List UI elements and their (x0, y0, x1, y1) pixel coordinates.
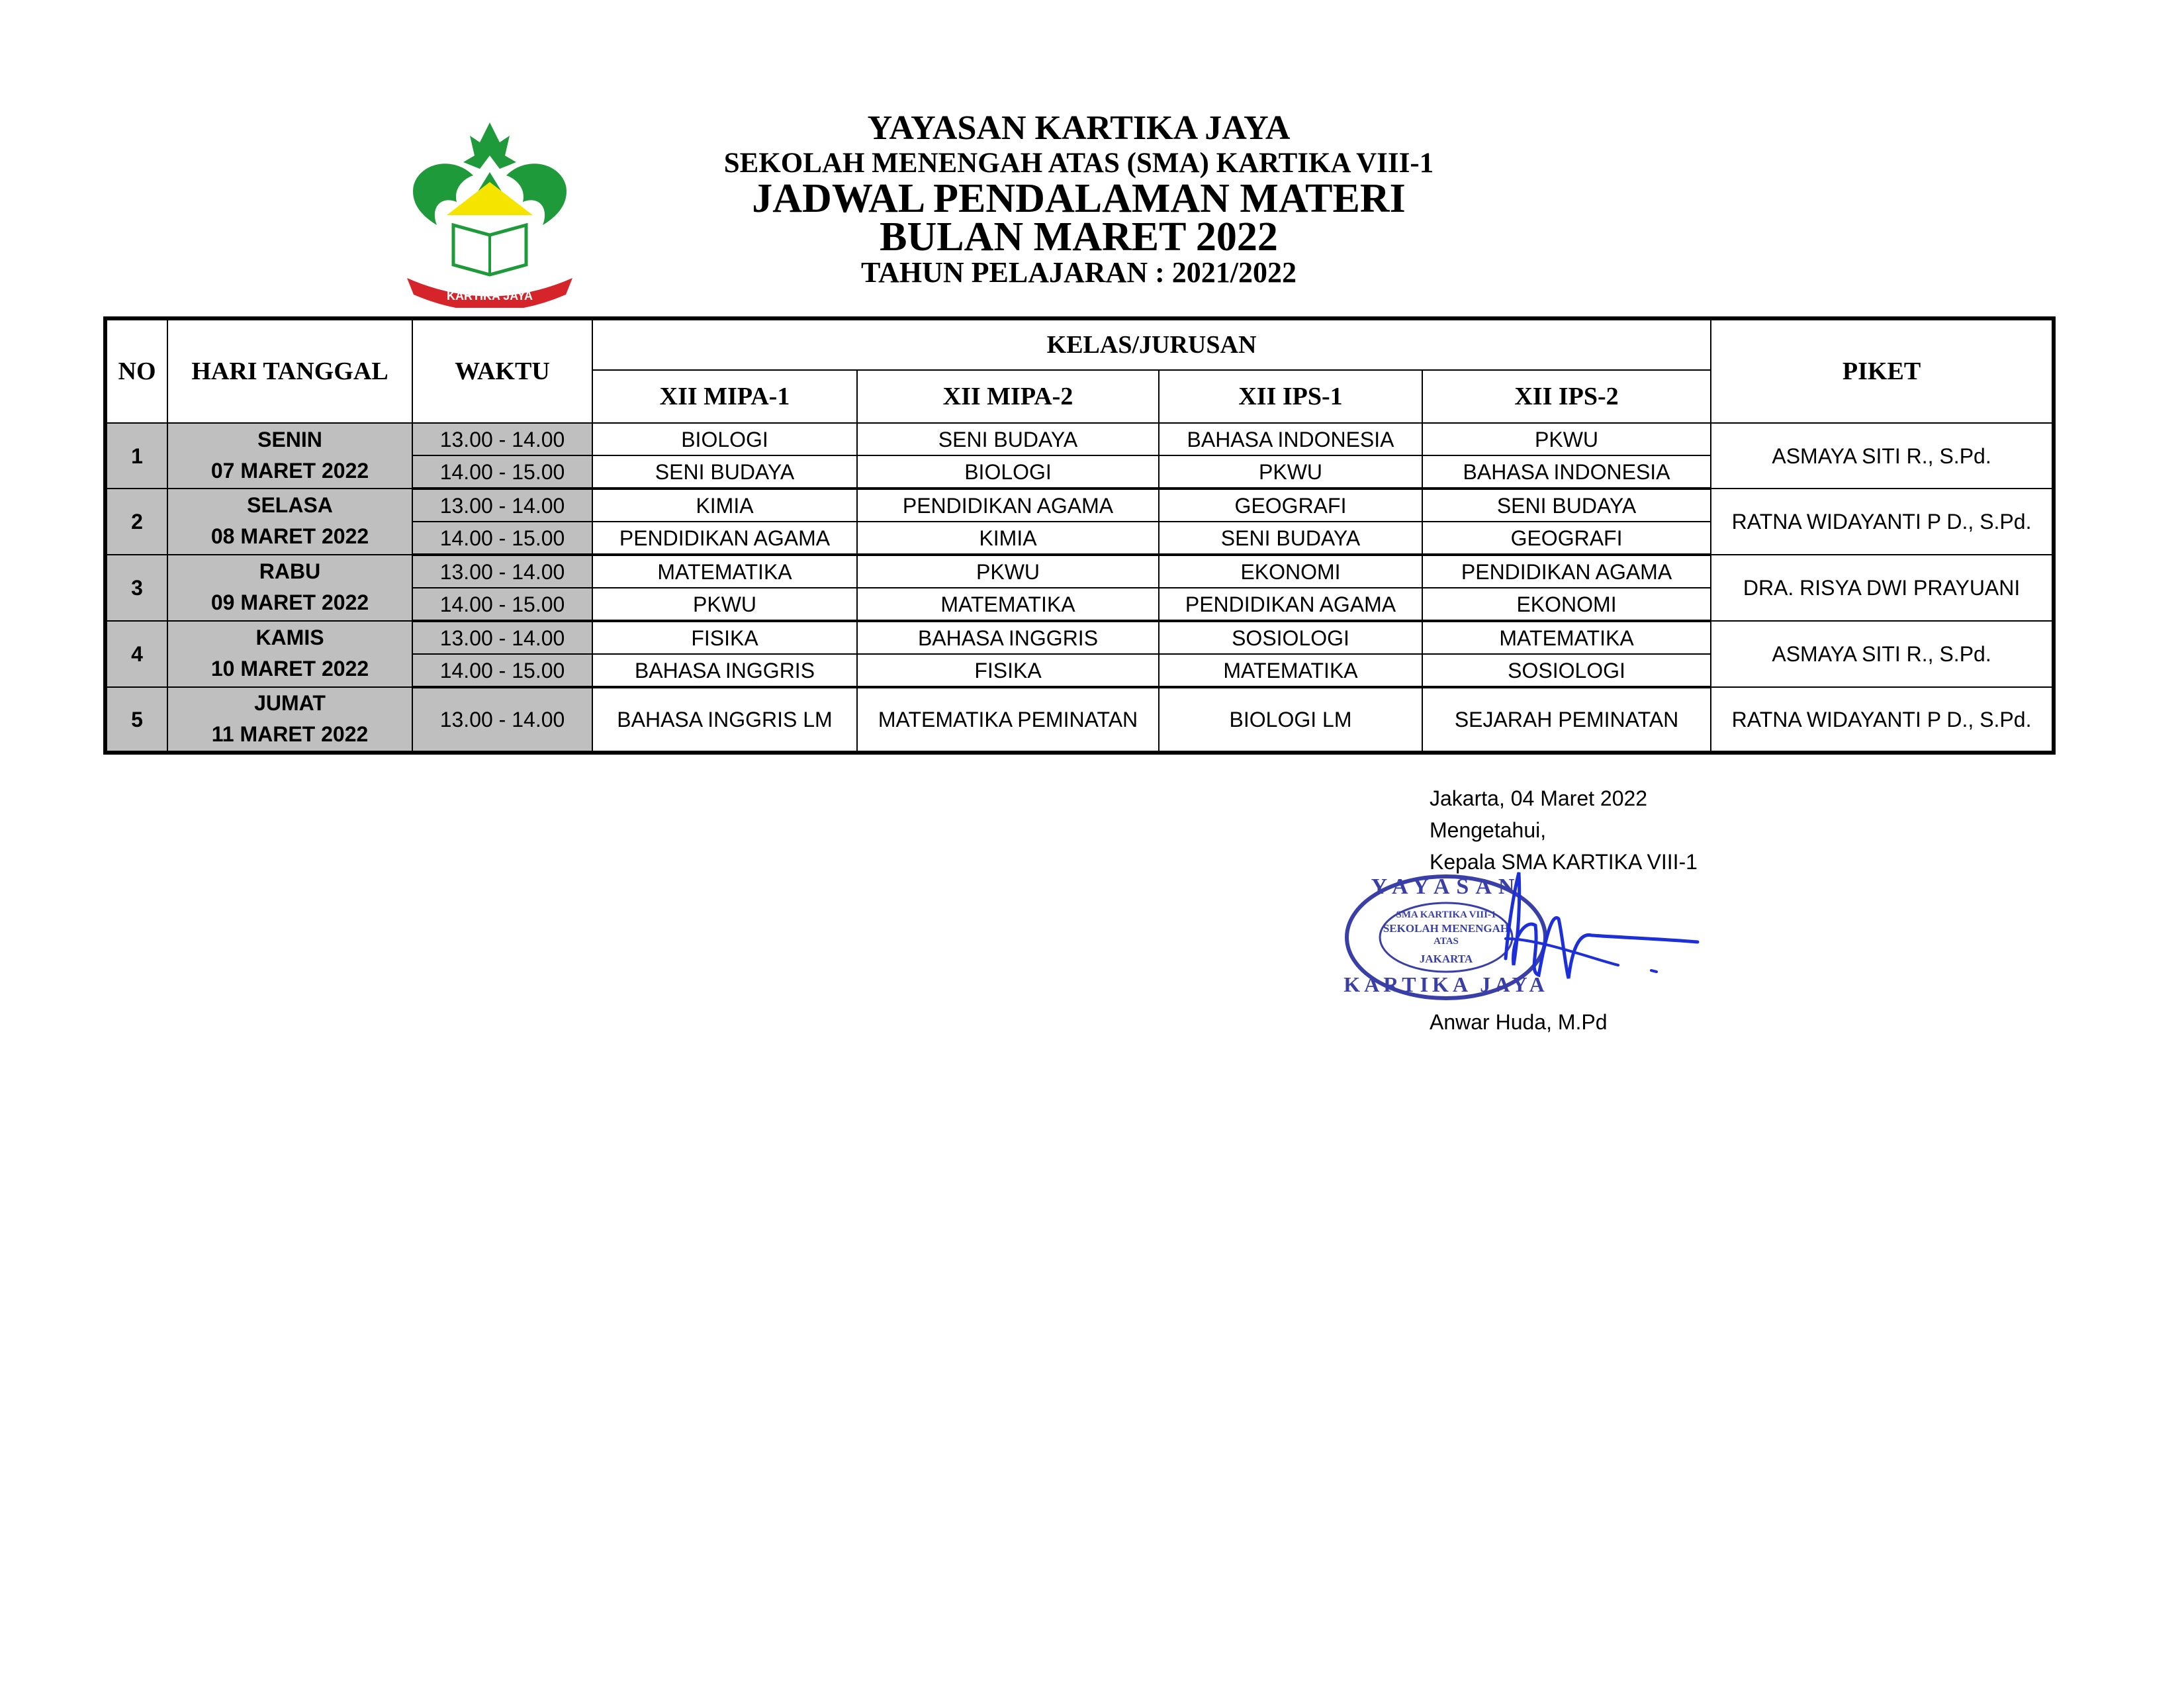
row-time: 14.00 - 15.00 (412, 455, 592, 489)
logo-text: KARTIKA JAYA (446, 289, 533, 303)
subject-cell: BAHASA INGGRIS LM (592, 687, 857, 753)
subject-cell: GEOGRAFI (1159, 489, 1422, 522)
subject-cell: FISIKA (592, 621, 857, 654)
subject-cell: BIOLOGI LM (1159, 687, 1422, 753)
row-day: SELASA (247, 493, 333, 517)
stamp-line-2: SEKOLAH MENENGAH (1383, 922, 1510, 935)
table-row (105, 423, 2054, 455)
row-time: 14.00 - 15.00 (412, 522, 592, 555)
row-time: 13.00 - 14.00 (412, 555, 592, 588)
subject-cell: GEOGRAFI (1422, 522, 1711, 555)
subject-cell: MATEMATIKA PEMINATAN (857, 687, 1159, 753)
school-logo (400, 116, 579, 308)
schedule-table (103, 316, 2056, 755)
subject-cell: EKONOMI (1159, 555, 1422, 588)
row-no: 4 (105, 621, 167, 687)
row-day-date (167, 489, 412, 555)
header-class-group: KELAS/JURUSAN (592, 318, 1711, 370)
row-time: 13.00 - 14.00 (412, 687, 592, 753)
row-date: 07 MARET 2022 (210, 458, 369, 483)
foundation-name: YAYASAN KARTIKA JAYA (867, 109, 1291, 147)
school-year: TAHUN PELAJARAN : 2021/2022 (861, 256, 1297, 289)
document-month: BULAN MARET 2022 (880, 214, 1278, 259)
principal-position: Kepala SMA KARTIKA VIII-1 (1430, 850, 1698, 874)
row-time: 14.00 - 15.00 (412, 654, 592, 687)
stamp-bottom-text: KARTIKA JAYA (1343, 972, 1549, 996)
subject-cell: BIOLOGI (592, 423, 857, 455)
subject-cell: SEJARAH PEMINATAN (1422, 687, 1711, 753)
header-class: XII IPS-1 (1159, 370, 1422, 423)
row-day-date (167, 423, 412, 489)
table-row (105, 489, 2054, 522)
subject-cell: EKONOMI (1422, 588, 1711, 621)
subject-cell: FISIKA (857, 654, 1159, 687)
header-class: XII IPS-2 (1422, 370, 1711, 423)
subject-cell: PENDIDIKAN AGAMA (1422, 555, 1711, 588)
row-date: 11 MARET 2022 (211, 722, 369, 746)
handwritten-signature (1506, 872, 1698, 978)
row-day-date (167, 621, 412, 687)
row-date: 10 MARET 2022 (210, 657, 369, 680)
row-day: KAMIS (255, 626, 324, 649)
header-day: HARI TANGGAL (167, 318, 412, 423)
subject-cell: BAHASA INGGRIS (592, 654, 857, 687)
header-time: WAKTU (412, 318, 592, 423)
row-day: SENIN (257, 427, 322, 451)
row-no: 3 (105, 555, 167, 621)
acknowledged-label: Mengetahui, (1430, 818, 1547, 842)
school-name: SEKOLAH MENENGAH ATAS (SMA) KARTIKA VIII-1 (723, 148, 1434, 179)
subject-cell: BIOLOGI (857, 455, 1159, 489)
stamp-line-4: JAKARTA (1419, 953, 1473, 965)
piket-cell: RATNA WIDAYANTI P D., S.Pd. (1711, 687, 2054, 753)
subject-cell: MATEMATIKA (592, 555, 857, 588)
header-class: XII MIPA-1 (592, 370, 857, 423)
piket-cell: ASMAYA SITI R., S.Pd. (1711, 621, 2054, 687)
document-header (649, 109, 1509, 289)
subject-cell: MATEMATIKA (1159, 654, 1422, 687)
row-no: 1 (105, 423, 167, 489)
stamp-line-1: SMA KARTIKA VIII-1 (1396, 910, 1496, 920)
row-time: 13.00 - 14.00 (412, 489, 592, 522)
subject-cell: SENI BUDAYA (1422, 489, 1711, 522)
row-day: JUMAT (254, 690, 326, 715)
subject-cell: PENDIDIKAN AGAMA (592, 522, 857, 555)
piket-cell: ASMAYA SITI R., S.Pd. (1711, 423, 2054, 489)
subject-cell: KIMIA (857, 522, 1159, 555)
row-no: 5 (105, 687, 167, 753)
subject-cell: PKWU (592, 588, 857, 621)
stamp-line-3: ATAS (1433, 936, 1459, 947)
subject-cell: KIMIA (592, 489, 857, 522)
row-time: 14.00 - 15.00 (412, 588, 592, 621)
subject-cell: BAHASA INGGRIS (857, 621, 1159, 654)
row-date: 09 MARET 2022 (210, 590, 369, 614)
subject-cell: MATEMATIKA (857, 588, 1159, 621)
table-row (105, 621, 2054, 654)
piket-cell: DRA. RISYA DWI PRAYUANI (1711, 555, 2054, 621)
row-day: RABU (259, 559, 321, 583)
header-class: XII MIPA-2 (857, 370, 1159, 423)
subject-cell: SOSIOLOGI (1422, 654, 1711, 687)
subject-cell: SENI BUDAYA (592, 455, 857, 489)
subject-cell: BAHASA INDONESIA (1422, 455, 1711, 489)
subject-cell: PKWU (857, 555, 1159, 588)
row-day-date (167, 555, 412, 621)
subject-cell: MATEMATIKA (1422, 621, 1711, 654)
table-row (105, 555, 2054, 588)
row-time: 13.00 - 14.00 (412, 621, 592, 654)
row-day-date (167, 687, 412, 753)
place-date: Jakarta, 04 Maret 2022 (1430, 786, 1648, 810)
row-time: 13.00 - 14.00 (412, 423, 592, 455)
document-title: JADWAL PENDALAMAN MATERI (752, 176, 1406, 221)
subject-cell: PKWU (1422, 423, 1711, 455)
row-date: 08 MARET 2022 (210, 524, 369, 548)
subject-cell: BAHASA INDONESIA (1159, 423, 1422, 455)
subject-cell: PENDIDIKAN AGAMA (1159, 588, 1422, 621)
principal-name: Anwar Huda, M.Pd (1430, 1010, 1608, 1034)
piket-cell: RATNA WIDAYANTI P D., S.Pd. (1711, 489, 2054, 555)
subject-cell: SENI BUDAYA (1159, 522, 1422, 555)
row-no: 2 (105, 489, 167, 555)
subject-cell: SENI BUDAYA (857, 423, 1159, 455)
stamp-top-text: YAYASAN (1371, 874, 1522, 899)
subject-cell: SOSIOLOGI (1159, 621, 1422, 654)
table-row (105, 687, 2054, 753)
subject-cell: PENDIDIKAN AGAMA (857, 489, 1159, 522)
subject-cell: PKWU (1159, 455, 1422, 489)
header-no: NO (105, 318, 167, 423)
official-stamp (1340, 859, 1711, 1025)
header-piket: PIKET (1711, 318, 2054, 423)
